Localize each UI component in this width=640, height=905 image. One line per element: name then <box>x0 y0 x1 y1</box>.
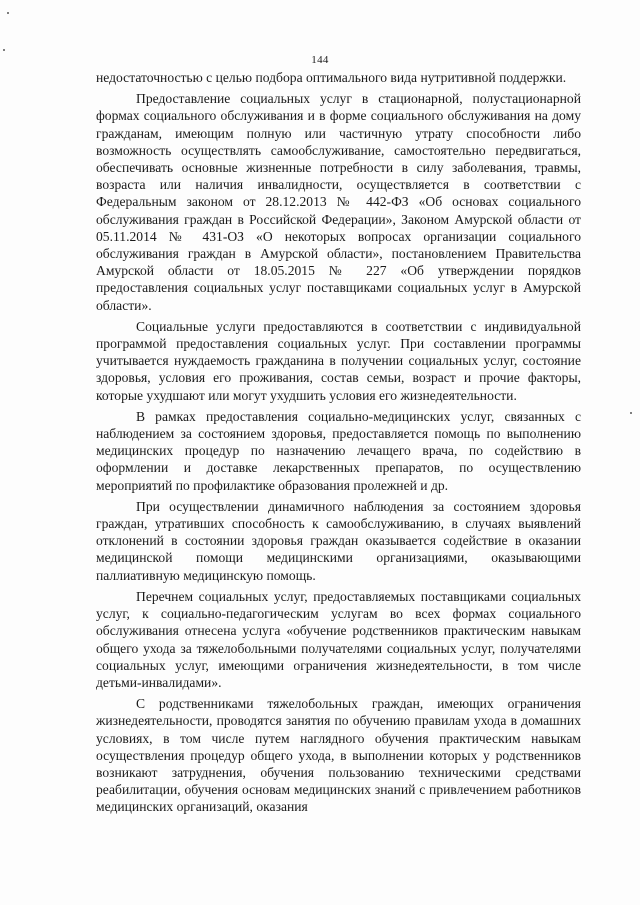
paragraph: В рамках предоставления социально-медицинских услуг, связанных с наблюдением за состоянием здоровья, предоставляется помощь по выполнению медицинских процедур по назначению лечащего врача, по содействию в оформлении и доставке лекарственных препаратов, по осуществлению мероприятий по профилактике образования пролежней и др. <box>96 408 581 493</box>
paragraph: При осуществлении динамичного наблюдения за состоянием здоровья граждан, утративших способность к самообслуживанию, в случаях выявлений отклонений в состоянии здоровья граждан оказывается содействие в оказании медицинской помощи медицинскими организациями, оказывающими паллиативную медицинскую помощь. <box>96 498 581 583</box>
scan-speck <box>630 412 632 414</box>
scan-speck <box>7 12 9 14</box>
paragraph: Перечнем социальных услуг, предоставляемых поставщиками социальных услуг, к социально-педагогическим услугам во всех формах социального обслуживания отнесена услуга «обучение родственников практическим навыкам общего ухода за тяжелобольными получателями социальных услуг, получателями социальных услуг, имеющими ограничения жизнедеятельности, в том числе детьми-инвалидами». <box>96 588 581 690</box>
page-number: 144 <box>311 54 329 66</box>
paragraph: недостаточностью с целью подбора оптимального вида нутритивной поддержки. <box>96 70 567 85</box>
paragraph: Социальные услуги предоставляются в соответствии с индивидуальной программой предоставления социальных услуг. При составлении программы учитывается нуждаемость гражданина в получении социальных услуг, состояние здоровья, условия его проживания, состав семьи, возраст и прочие факторы, которые ухудшают или могут ухудшить условия его жизнедеятельности. <box>96 318 581 403</box>
scan-speck <box>3 49 5 51</box>
paragraph: Предоставление социальных услуг в стационарной, полустационарной формах социального обслуживания и в форме социального обслуживания на дому гражданам, имеющим полную или частичную утрату способности либо возможность осуществлять самообслуживание, самостоятельно передвигаться, обеспечивать основные жизненные потребности в силу заболевания, травмы, возраста или наличия инвалидности, осуществляется в соответствии с Федеральным законом от 28.12.2013 № 442-ФЗ «Об основах социального обслуживания граждан в Российской Федерации», Законом Амурской области от 05.11.2014 № 431-ОЗ «О некоторых вопросах организации социального обслуживания граждан в Амурской области», постановлением Правительства Амурской области от 18.05.2015 № 227 «Об утверждении порядков предоставления социальных услуг поставщиками социальных услуг в Амурской области». <box>96 91 581 313</box>
document-body <box>96 69 581 816</box>
paragraph: С родственниками тяжелобольных граждан, имеющих ограничения жизнедеятельности, проводятся занятия по обучению правилам ухода в домашних условиях, в том числе путем наглядного обучения практическим навыкам осуществления процедур общего ухода, в выполнении которых у родственников возникают затруднения, обучения пользованию техническими средствами реабилитации, обучения основам медицинских знаний с привлечением работников медицинских организаций, оказания <box>96 696 581 815</box>
